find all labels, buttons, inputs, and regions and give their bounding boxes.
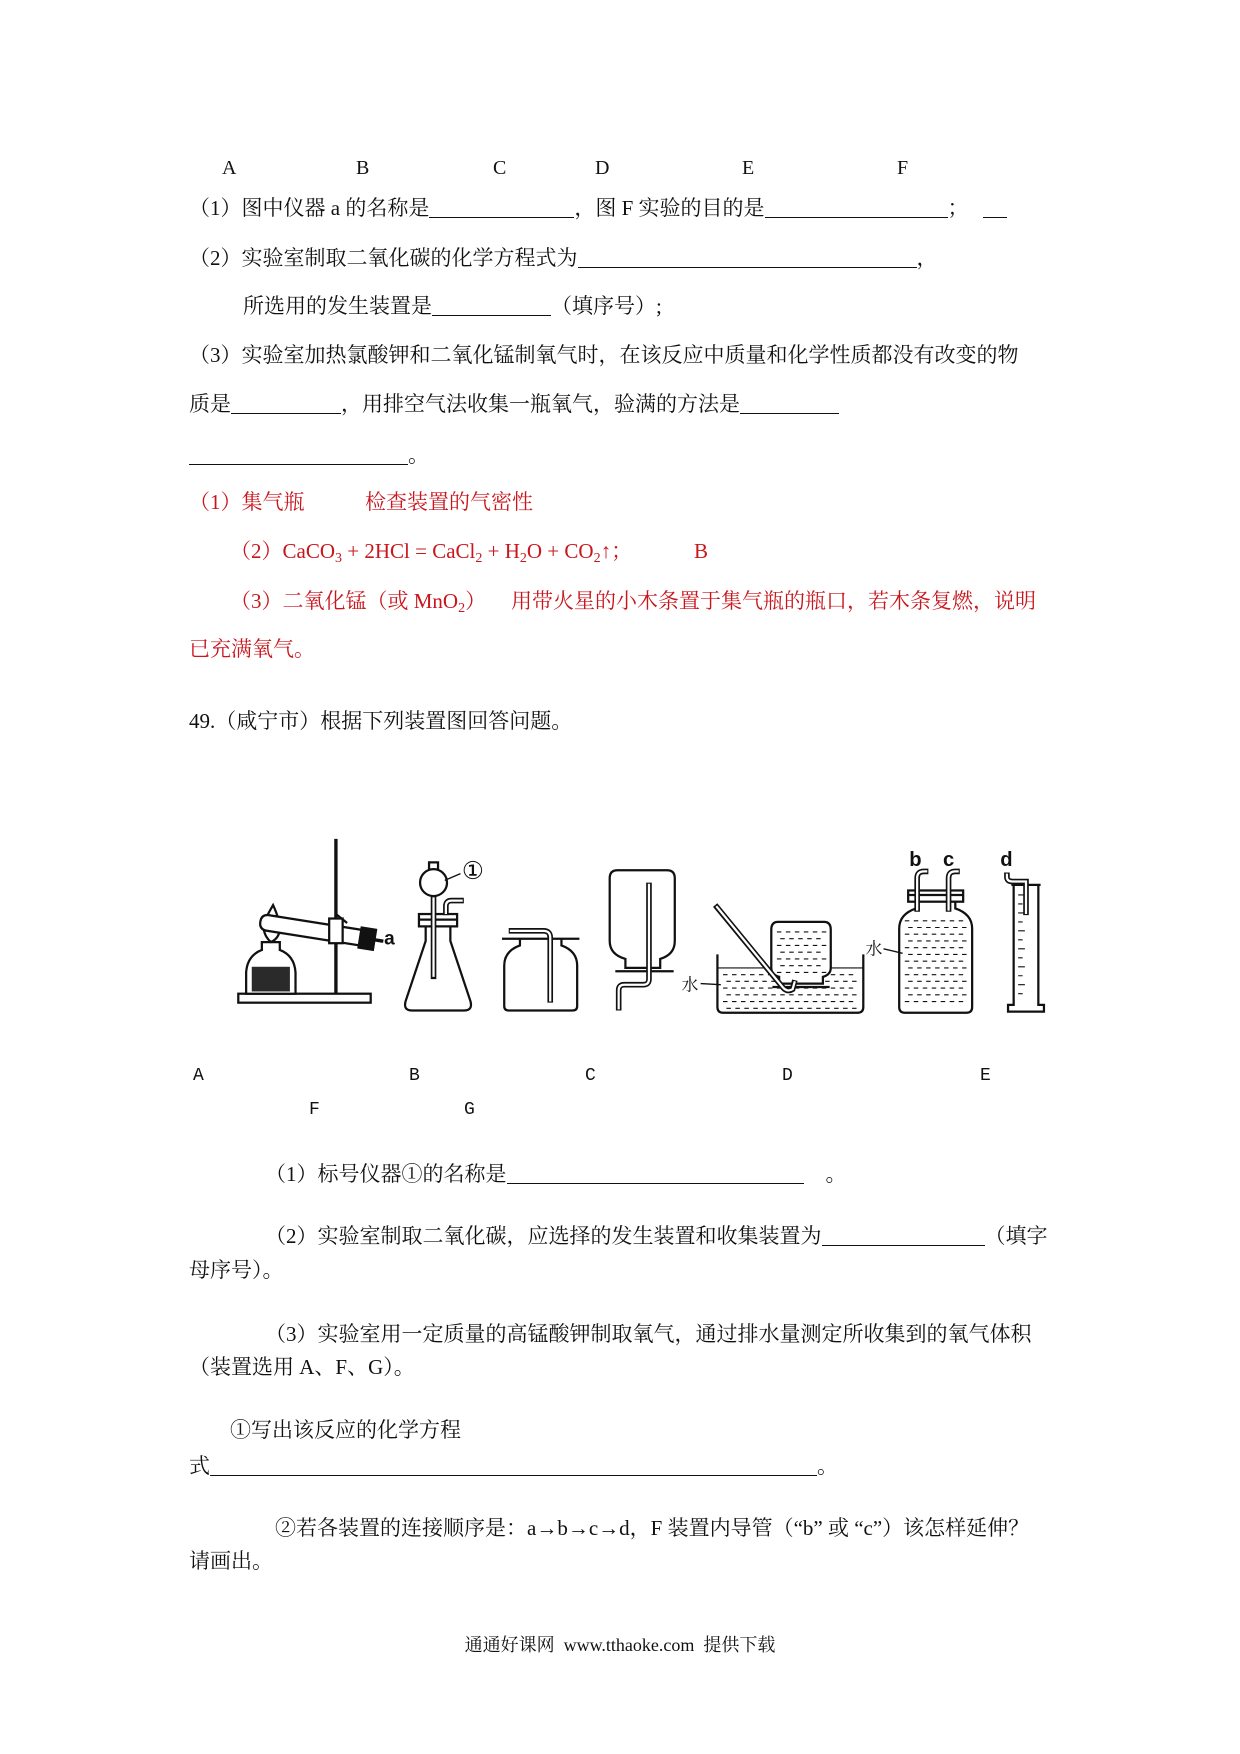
answer-blank: [507, 1165, 804, 1184]
apparatus-label-e: E: [980, 1066, 991, 1086]
answer-blank: [429, 199, 574, 218]
answer-3-line2: 已充满氧气。: [189, 637, 315, 661]
equation-subscript: 2: [519, 551, 527, 566]
prev-figure-label-d: D: [595, 157, 610, 179]
q49-sub1-prefix: （1）标号仪器①的名称是: [265, 1162, 507, 1186]
equation-part: O + CO: [526, 539, 594, 563]
prev-figure-label-c: C: [493, 157, 507, 179]
apparatus-e: [701, 905, 864, 1013]
water-label-e: 水: [681, 975, 699, 995]
test-tube-stopper: [358, 928, 376, 950]
apparatus-label-f: F: [309, 1100, 320, 1120]
answer-1-part1: （1）集气瓶: [189, 490, 305, 514]
prev-q2-line2-prefix: 所选用的发生装置是: [243, 294, 432, 318]
test-tube-outlet: [374, 940, 383, 941]
equation-part: + H: [482, 539, 520, 563]
q49-step1-end: 。: [817, 1454, 838, 1478]
prev-q1-end: ；: [947, 196, 969, 220]
apparatus-label-c: C: [585, 1066, 596, 1086]
label-c: c: [942, 848, 955, 871]
q49-step1-line1: ①写出该反应的化学方程: [230, 1418, 461, 1442]
label-b: b: [909, 848, 922, 871]
label-a: a: [384, 928, 395, 950]
answer-blank: [983, 199, 1007, 218]
equation-part: （2）CaCO: [230, 539, 335, 563]
inverted-bottle-d: [610, 870, 675, 968]
prev-q3-line1: （3）实验室加热氯酸钾和二氧化锰制氧气时，在该反应中质量和化学性质都没有改变的物: [189, 343, 1019, 367]
answer-2-choice: B: [694, 539, 709, 563]
answer-blank: [822, 1227, 985, 1246]
prev-figure-label-e: E: [742, 157, 755, 179]
prev-q2-line2-end: （填序号）;: [551, 294, 662, 318]
answer-3-substance: [230, 589, 487, 616]
answer-blank: [210, 1457, 817, 1476]
prev-figure-label-a: A: [222, 157, 237, 179]
equation-subscript: 2: [475, 551, 483, 566]
q49-sub2-prefix: （2）实验室制取二氧化碳，应选择的发生装置和收集装置为: [265, 1224, 822, 1248]
q49-step1-line2: [189, 1454, 838, 1478]
apparatus-label-a: A: [193, 1066, 204, 1086]
answer-blank: [231, 395, 341, 414]
apparatus-a: [238, 839, 385, 1003]
answer-blank: [189, 446, 408, 465]
prev-q1-line: [189, 196, 1007, 220]
apparatus-f: [883, 871, 972, 1012]
apparatus-label-b: B: [409, 1066, 420, 1086]
equation-part: + 2HCl = CaCl: [342, 539, 476, 563]
q49-sub2-line1: [265, 1224, 1048, 1248]
water-label-f: 水: [865, 939, 883, 959]
answer-3-method: 用带火星的小木条置于集气瓶的瓶口，若木条复燃，说明: [511, 589, 1036, 613]
answer-1-part2: 检查装置的气密性: [365, 490, 533, 514]
prev-figure-label-f: F: [897, 157, 909, 179]
q49-sub2-line2: 母序号）。: [189, 1258, 284, 1282]
prev-q3-line2-middle: ，用排空气法收集一瓶氧气，验满的方法是: [341, 392, 740, 416]
conical-flask: [405, 925, 471, 1010]
prev-q3-line3-end: 。: [408, 443, 429, 467]
prev-q2-line2: [243, 294, 662, 318]
q49-sub1-line: [265, 1162, 847, 1186]
q49-step2-line2: 请画出。: [189, 1549, 273, 1573]
apparatus-d: [610, 870, 675, 1010]
apparatus-c: [502, 931, 579, 1011]
q49-sub3-line2: （装置选用 A、F、G）。: [189, 1355, 415, 1379]
label-d: d: [1000, 848, 1013, 871]
answer-3-prefix: （3）二氧化锰（或 MnO: [230, 589, 459, 613]
bottle-f: [899, 902, 972, 1013]
gas-bottle-c: [504, 939, 577, 1011]
answer-blank: [578, 249, 917, 268]
q49-sub2-end: （填字: [984, 1224, 1048, 1248]
question-49-title: 49.（咸宁市）根据下列装置图回答问题。: [189, 709, 573, 733]
prev-q1-middle: ，图 F 实验的目的是: [574, 196, 765, 220]
label-1-leader: [445, 874, 461, 881]
equation-part: ↑；: [600, 539, 633, 563]
equation-subscript: 3: [335, 551, 342, 566]
answer-3-subscript: 2: [458, 601, 466, 616]
apparatus-g: [1007, 873, 1044, 1012]
q49-sub3-line1: （3）实验室用一定质量的高锰酸钾制取氧气，通过排水量测定所收集到的氧气体积: [265, 1322, 1032, 1346]
prev-q3-line3: [189, 443, 429, 467]
prev-q2-line1: [189, 246, 938, 270]
answer-blank: [765, 199, 948, 218]
q49-step2-line1: ②若各装置的连接顺序是：a→b→c→d，F 装置内导管（“b” 或 “c”）该怎样延伸？: [275, 1516, 1030, 1540]
funnel-bulb: [420, 869, 447, 896]
answer-2-equation: [230, 539, 633, 566]
apparatus-diagram: [230, 831, 1050, 1024]
answer-blank: [740, 395, 839, 414]
label-circle-1: ①: [461, 858, 484, 886]
test-tube-clamp: [329, 919, 342, 944]
prev-q3-line2-prefix: 质是: [189, 392, 231, 416]
prev-q2-line1-end: ，: [916, 246, 938, 270]
alcohol-lamp-shade: [252, 967, 290, 992]
prev-q3-line2: [189, 392, 839, 416]
apparatus-label-g: G: [464, 1100, 475, 1120]
answer-blank: [432, 297, 551, 316]
equation-subscript: 2: [593, 551, 601, 566]
page-footer: 通通好课网 www.tthaoke.com 提供下载: [464, 1635, 776, 1655]
prev-q2-prefix: （2）实验室制取二氧化碳的化学方程式为: [189, 246, 578, 270]
answer-3-suffix: ）: [465, 589, 487, 613]
q49-step1-prefix: 式: [189, 1454, 210, 1478]
iron-stand-base: [238, 994, 370, 1003]
apparatus-label-d: D: [782, 1066, 793, 1086]
prev-q1-prefix: （1）图中仪器 a 的名称是: [189, 196, 430, 220]
prev-figure-label-b: B: [356, 157, 370, 179]
q49-sub1-end: 。: [825, 1162, 847, 1186]
